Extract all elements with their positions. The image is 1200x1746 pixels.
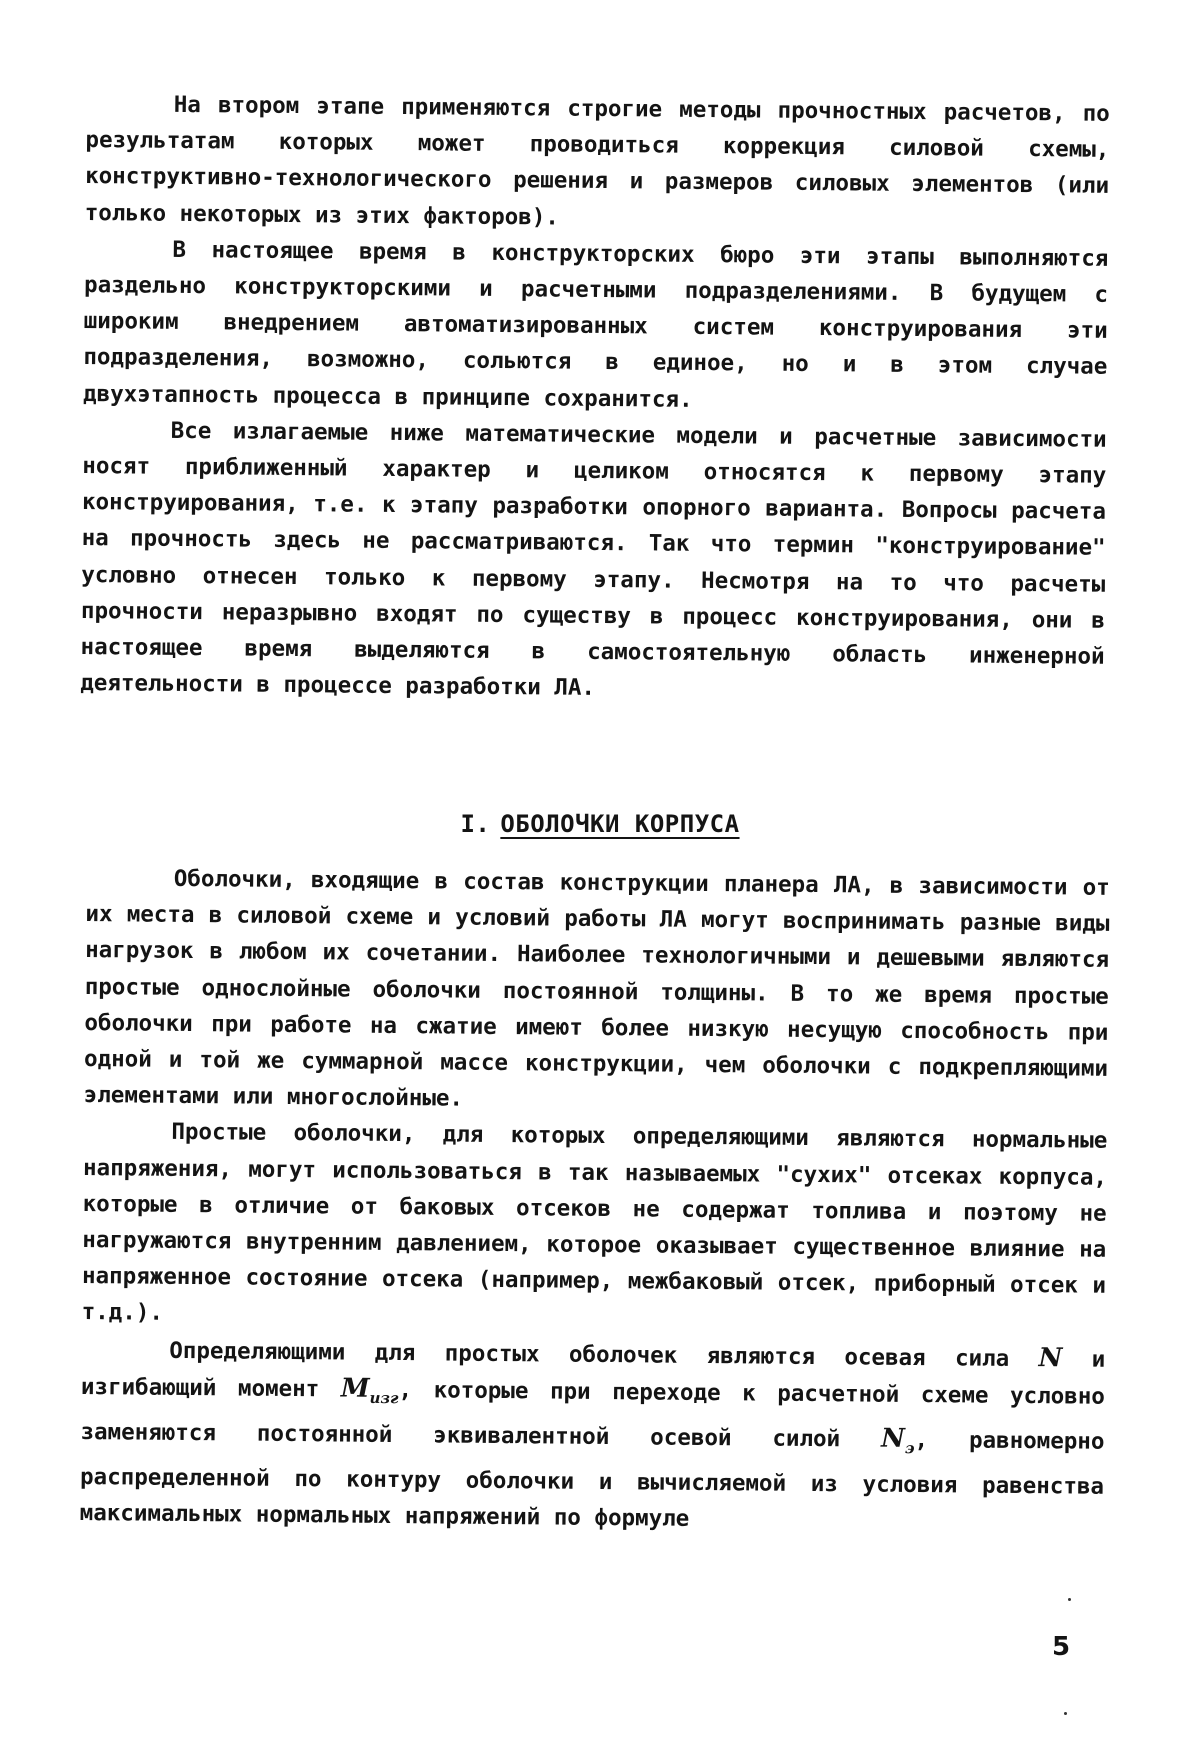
page-number: 5: [1052, 1632, 1071, 1662]
text-fragment: , которые при переходе к расчетной схеме условно заменяются постоянной эквивалентной осевой силой: [80, 1376, 1106, 1453]
text-fragment: , равномерно распределенной по контуру оболочки и вычисляемой из условия равенства максимальных нормальных напряжений по формуле: [79, 1427, 1105, 1532]
text-block-bottom: [80, 860, 1110, 1541]
bending-moment-symbol: $M_{изг}$: [340, 1373, 399, 1408]
scan-speck: [1068, 1598, 1071, 1601]
equivalent-force-symbol: $N_э$: [880, 1423, 915, 1458]
paragraph: Простые оболочки, для которых определяющими являются нормальные напряжения, могут использоваться в так называемых "сухих" отсеках корпуса, которые в отличие от баковых отсеков не содержат топлива и поэтому не нагружаются внутренним давлением, которое оказывает существенное влияние на напряженное состояние отсека (например, межбаковый отсек, приборный отсек и т.д.).: [81, 1119, 1108, 1327]
section-title: ОБОЛОЧКИ КОРПУСА: [500, 810, 740, 838]
paragraph: Все излагаемые ниже математические модели и расчетные зависимости носят приближенный характер и целиком относятся к первому этапу конструирования, т.е. к этапу разработки опорного варианта. Вопросы расчета на прочность здесь не рассматриваются. Так что термин "конструирование" условно отнесен только к первому этапу. Несмотря на то что расчеты прочности неразрывно входят по существу в процесс конструирования, они в настоящее время выделяются в самостоятельную область инженерной деятельности в процессе разработки ЛА.: [80, 417, 1107, 702]
paragraph: На втором этапе применяются строгие методы прочностных расчетов, по результатам которых может проводиться коррекция силовой схемы, конструктивно-технологического решения и размеров силовых элементов (или только некоторых из этих факторов).: [84, 91, 1110, 231]
paragraph: Оболочки, входящие в состав конструкции планера ЛА, в зависимости от их места в силовой схеме и условий работы ЛА могут воспринимать разные виды нагрузок в любом их сочетании. Наиболее технологичными и дешевыми являются простые однослойные оболочки постоянной толщины. В то же время простые оболочки при работе на сжатие имеют более низкую несущую способность при одной и той же суммарной массе конструкции, чем оболочки с подкрепляющими элементами или многослойные.: [83, 865, 1110, 1112]
text-fragment: Определяющими для простых оболочек являются осевая сила: [169, 1337, 1039, 1372]
paragraph: В настоящее время в конструкторских бюро эти этапы выполняются раздельно конструкторскими и расчетными подразделениями. В будущем с широким внедрением автоматизированных систем конструирования эти подразделения, возможно, сольются в единое, но и в этом случае двухэтапность процесса в принципе сохранится.: [82, 236, 1109, 413]
section-number: I.: [460, 810, 491, 838]
paragraph-with-formulas: [80, 1331, 1106, 1541]
section-heading: [0, 810, 1200, 838]
axial-force-symbol: N: [1038, 1342, 1063, 1374]
text-fragment: и изгибающий момент: [80, 1346, 1106, 1403]
text-block-top: [80, 86, 1110, 711]
scan-speck: [1064, 1712, 1067, 1715]
